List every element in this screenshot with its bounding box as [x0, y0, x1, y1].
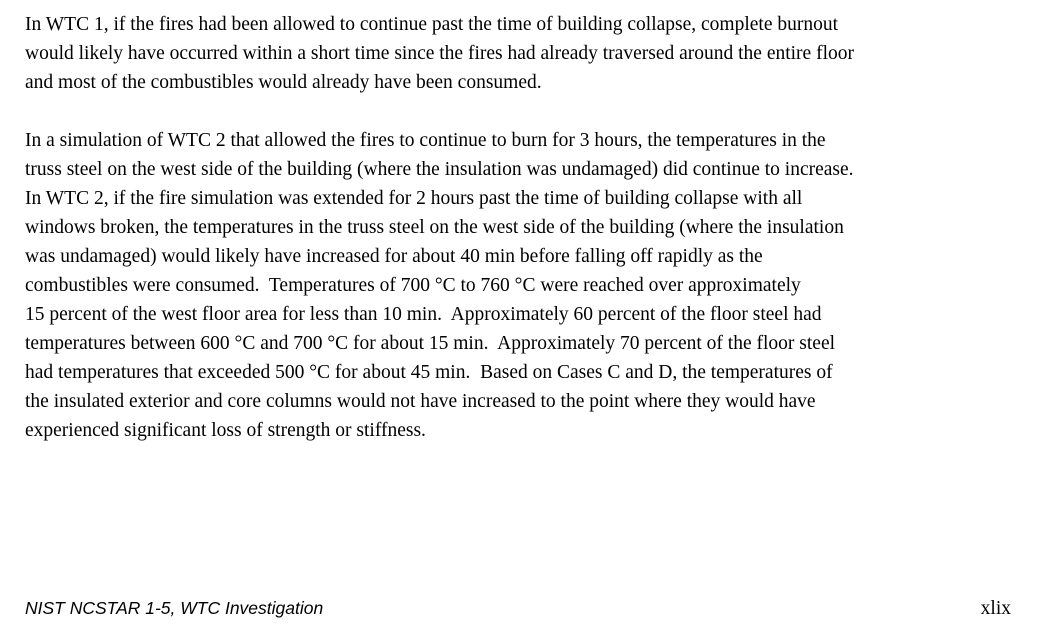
page-footer: [25, 598, 1011, 619]
text-line: would likely have occurred within a short time since the fires had already traversed around the entire floor: [25, 43, 854, 64]
text-line: In WTC 1, if the fires had been allowed to continue past the time of building collapse, complete burnout: [25, 14, 839, 35]
text-line: windows broken, the temperatures in the truss steel on the west side of the building (where the insulation: [25, 217, 844, 238]
footer-report-title: NIST NCSTAR 1-5, WTC Investigation: [25, 598, 324, 618]
text-line: In a simulation of WTC 2 that allowed the fires to continue to burn for 3 hours, the temperatures in the: [25, 130, 826, 151]
text-line: temperatures between 600 °C and 700 °C for about 15 min. Approximately 70 percent of the floor steel: [25, 333, 836, 354]
text-line: the insulated exterior and core columns would not have increased to the point where they would have: [25, 391, 816, 412]
text-line: and most of the combustibles would already have been consumed.: [25, 72, 542, 93]
text-line: experienced significant loss of strength or stiffness.: [25, 420, 426, 441]
page-body-text: [25, 10, 1017, 445]
paragraph-wtc2-simulation: [25, 126, 1017, 445]
text-line: 15 percent of the west floor area for less than 10 min. Approximately 60 percent of the floor steel had: [25, 304, 822, 325]
text-line: had temperatures that exceeded 500 °C for about 45 min. Based on Cases C and D, the temperatures of: [25, 362, 833, 383]
text-line: combustibles were consumed. Temperatures of 700 °C to 760 °C were reached over approximately: [25, 275, 801, 296]
text-line: was undamaged) would likely have increased for about 40 min before falling off rapidly as the: [25, 246, 763, 267]
text-line: truss steel on the west side of the building (where the insulation was undamaged) did continue to increase.: [25, 159, 854, 180]
paragraph-wtc1-burnout: [25, 10, 1017, 97]
text-line: In WTC 2, if the fire simulation was extended for 2 hours past the time of building collapse with all: [25, 188, 803, 209]
footer-page-number: xlix: [980, 598, 1011, 619]
